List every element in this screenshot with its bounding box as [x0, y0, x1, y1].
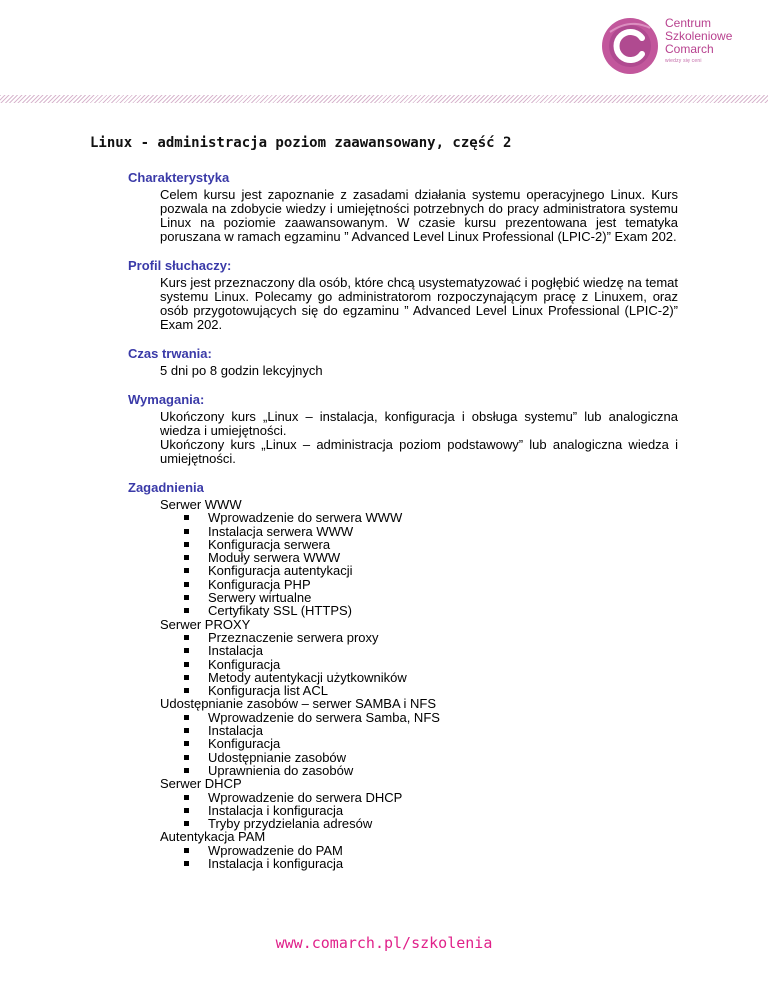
topic-list-item: [160, 578, 768, 591]
topic-item-label: Instalacja i konfiguracja: [208, 802, 344, 818]
topic-item-label: Wprowadzenie do PAM: [208, 842, 343, 858]
square-bullet-icon: [184, 861, 189, 866]
topic-item-label: Konfiguracja list ACL: [208, 683, 328, 699]
topic-item-label: Konfiguracja: [208, 656, 281, 672]
wymagania-line: Ukończony kurs „Linux – instalacja, konfiguracja i obsługa systemu” lub analogiczna wiedza i umiejętności.: [160, 409, 678, 438]
topic-item-label: Instalacja: [208, 723, 263, 739]
topic-item-label: Metody autentykacji użytkowników: [208, 669, 407, 685]
header-divider: [0, 95, 768, 103]
topic-item-label: Konfiguracja PHP: [208, 576, 311, 592]
comarch-c-logo-icon: [600, 16, 660, 76]
logo-tagline: wiedzy się ceni: [665, 58, 702, 64]
square-bullet-icon: [184, 635, 189, 640]
page-title: Linux - administracja poziom zaawansowany, część 2: [90, 135, 512, 151]
topic-list-item: [160, 604, 768, 617]
square-bullet-icon: [184, 848, 189, 853]
square-bullet-icon: [184, 515, 189, 520]
topic-list-item: [160, 511, 768, 524]
logo-line-2: Szkoleniowe: [665, 29, 733, 43]
square-bullet-icon: [184, 795, 189, 800]
profil-paragraph: Kurs jest przeznaczony dla osób, które chcą usystematyzować i pogłębić wiedzę na temat systemu Linux. Polecamy go administratorom rozpoczynającym pracę z Linuxem, oraz osób przygotowujących się do egzaminu ” Advanced Level Linux Professional (LPIC-2)” Exam 202.: [160, 275, 678, 332]
square-bullet-icon: [184, 821, 189, 826]
topic-group-title: Serwer DHCP: [160, 776, 242, 792]
section-charakterystyka: [0, 170, 768, 244]
topic-list-item: [160, 591, 768, 604]
topic-list-item: [160, 711, 768, 724]
topic-list-item: [160, 684, 768, 697]
topic-list-item: [160, 804, 768, 817]
topic-item-label: Udostępnianie zasobów: [208, 749, 347, 765]
square-bullet-icon: [184, 648, 189, 653]
topic-item-label: Konfiguracja serwera: [208, 536, 331, 552]
logo-line-3: Comarch: [665, 42, 714, 56]
topic-list-item: [160, 525, 768, 538]
topic-item-label: Wprowadzenie do serwera WWW: [208, 510, 403, 526]
square-bullet-icon: [184, 768, 189, 773]
square-bullet-icon: [184, 608, 189, 613]
topic-group-title: Serwer WWW: [160, 497, 242, 512]
topic-item-label: Instalacja serwera WWW: [208, 523, 354, 539]
topic-item-label: Tryby przydzielania adresów: [208, 816, 373, 832]
topic-list-item: [160, 631, 768, 644]
topic-group-title: Udostępnianie zasobów – serwer SAMBA i NFS: [160, 696, 437, 712]
section-text: [160, 188, 678, 244]
page-header: [0, 0, 768, 104]
topic-item-label: Certyfikaty SSL (HTTPS): [208, 603, 352, 619]
topic-item-label: Moduły serwera WWW: [208, 550, 341, 566]
square-bullet-icon: [184, 555, 189, 560]
square-bullet-icon: [184, 542, 189, 547]
square-bullet-icon: [184, 728, 189, 733]
comarch-logo[interactable]: [600, 14, 750, 78]
topic-list-item: [160, 551, 768, 564]
logo-wordmark: [665, 17, 732, 66]
square-bullet-icon: [184, 808, 189, 813]
topic-item-label: Uprawnienia do zasobów: [208, 762, 354, 778]
logo-line-1: Centrum: [665, 16, 712, 30]
topic-item-label: Wprowadzenie do serwera Samba, NFS: [208, 709, 440, 725]
topic-item-label: Instalacja i konfiguracja: [208, 856, 344, 872]
topic-item-label: Konfiguracja: [208, 736, 281, 752]
section-profil: [0, 258, 768, 332]
square-bullet-icon: [184, 662, 189, 667]
section-heading: Charakterystyka: [128, 170, 230, 185]
topic-list-item: [160, 671, 768, 684]
section-heading: Czas trwania:: [128, 346, 212, 361]
square-bullet-icon: [184, 595, 189, 600]
section-czas: [0, 346, 768, 378]
topic-list-item: [160, 751, 768, 764]
topic-list-item: [160, 658, 768, 671]
topic-group-title: Autentykacja PAM: [160, 829, 266, 845]
document-body: [0, 170, 768, 884]
topic-list-item: [160, 791, 768, 804]
section-text: [160, 276, 678, 332]
topic-list-item: [160, 724, 768, 737]
square-bullet-icon: [184, 529, 189, 534]
footer-website-link[interactable]: www.comarch.pl/szkolenia: [275, 934, 493, 952]
topic-list-item: [160, 737, 768, 750]
topic-list-item: [160, 857, 768, 870]
topic-list-item: [160, 817, 768, 830]
czas-paragraph: 5 dni po 8 godzin lekcyjnych: [160, 363, 323, 378]
topic-item-label: Wprowadzenie do serwera DHCP: [208, 789, 403, 805]
section-heading: Zagadnienia: [128, 480, 204, 495]
section-heading: Wymagania:: [128, 392, 205, 407]
topics-list: [160, 498, 768, 870]
section-heading: Profil słuchaczy:: [128, 258, 232, 273]
square-bullet-icon: [184, 715, 189, 720]
square-bullet-icon: [184, 741, 189, 746]
section-wymagania: [0, 392, 768, 466]
section-text: [160, 410, 678, 466]
topic-group-title: Serwer PROXY: [160, 616, 251, 632]
topic-item-label: Przeznaczenie serwera proxy: [208, 629, 379, 645]
square-bullet-icon: [184, 582, 189, 587]
topic-list-item: [160, 764, 768, 777]
topic-item-label: Serwery wirtualne: [208, 590, 312, 606]
square-bullet-icon: [184, 675, 189, 680]
section-zagadnienia: [0, 480, 768, 870]
charakterystyka-paragraph: Celem kursu jest zapoznanie z zasadami działania systemu operacyjnego Linux. Kurs pozwala na zdobycie wiedzy i umiejętności potrzebnych do pracy administratora systemu Linux na poziomie zaawansowanym. W czasie kursu prezentowana jest tematyka poruszana w ramach egzaminu ” Advanced Level Linux Professional (LPIC-2)” Exam 202.: [160, 187, 678, 244]
section-text: [160, 364, 678, 378]
square-bullet-icon: [184, 755, 189, 760]
square-bullet-icon: [184, 688, 189, 693]
topic-list-item: [160, 844, 768, 857]
topic-list-item: [160, 564, 768, 577]
topic-item-label: Konfiguracja autentykacji: [208, 563, 353, 579]
square-bullet-icon: [184, 568, 189, 573]
topic-list-item: [160, 538, 768, 551]
topic-item-label: Instalacja: [208, 643, 263, 659]
topic-list-item: [160, 644, 768, 657]
wymagania-line: Ukończony kurs „Linux – administracja poziom podstawowy” lub analogiczna wiedza i umiejętności.: [160, 437, 678, 466]
